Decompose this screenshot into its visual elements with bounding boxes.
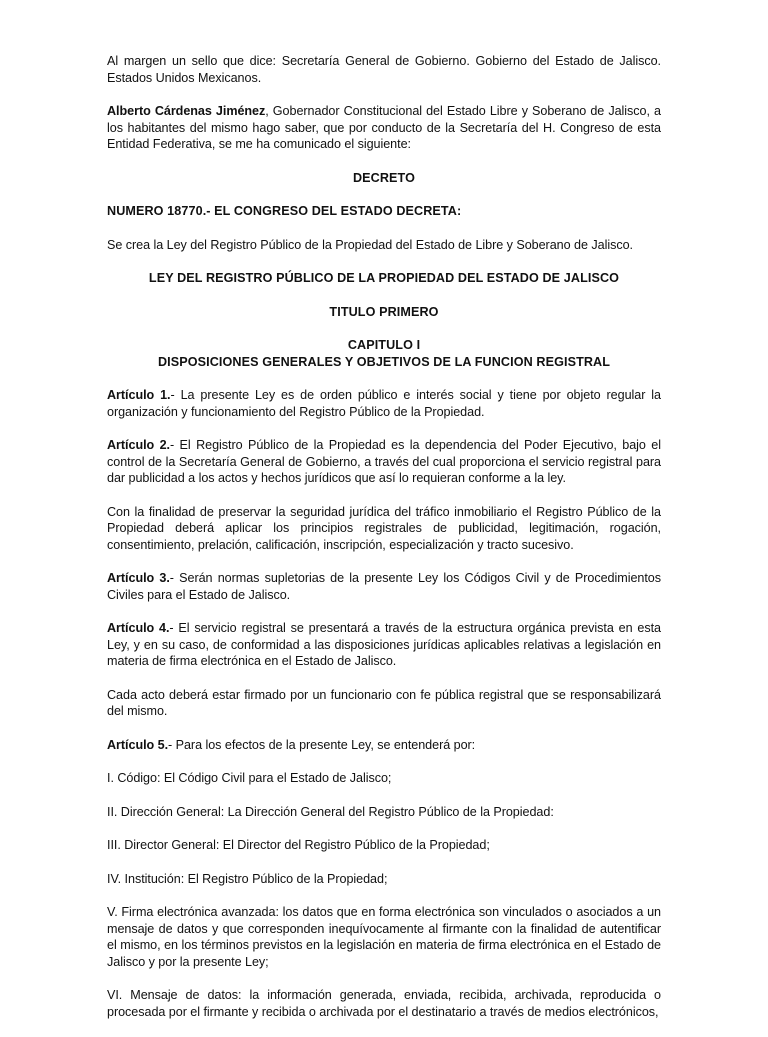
definition-item: IV. Institución: El Registro Público de la Propiedad; [107, 871, 388, 886]
article-4-paragraph: Cada acto deberá estar firmado por un funcionario con fe pública registral que se responsabilizará del mismo. [107, 687, 661, 718]
seal-paragraph: Al margen un sello que dice: Secretaría General de Gobierno. Gobierno del Estado de Jalisco. Estados Unidos Mexicanos. [107, 54, 661, 85]
article-text: - El Registro Público de la Propiedad es la dependencia del Poder Ejecutivo, bajo el control de la Secretaría General de Gobierno, a través del cual proporciona el servicio registral para dar publicidad a los actos y hechos jurídicos que así lo requieran conforme a la ley. [107, 438, 661, 485]
article-3 [107, 570, 661, 603]
article-text: - El servicio registral se presentará a través de la estructura orgánica prevista en esta Ley, y en su caso, de conformidad a las disposiciones jurídicas aplicables relativas a legislación en materia de firma electrónica en el Estado de Jalisco. [107, 621, 661, 668]
definition-item: I. Código: El Código Civil para el Estado de Jalisco; [107, 771, 392, 785]
article-label: Artículo 3. [107, 571, 170, 585]
article-label: Artículo 5. [107, 737, 169, 752]
article-4 [107, 620, 661, 670]
capitulo-name: DISPOSICIONES GENERALES Y OBJETIVOS DE LA FUNCION REGISTRAL [157, 354, 611, 369]
article-2 [107, 437, 661, 487]
definition-item: II. Dirección General: La Dirección General del Registro Público de la Propiedad: [107, 804, 554, 819]
article-text: - Para los efectos de la presente Ley, se entenderá por: [168, 737, 476, 752]
definition-item: VI. Mensaje de datos: la información generada, enviada, recibida, archivada, reproducida o procesada por el firmante y recibida o archivada por el destinatario a través de medios electrónicos, [107, 988, 661, 1019]
capitulo-heading [107, 337, 661, 370]
law-title: LEY DEL REGISTRO PÚBLICO DE LA PROPIEDAD DEL ESTADO DE JALISCO [148, 271, 620, 285]
article-5 [107, 737, 661, 754]
article-text: - Serán normas supletorias de la presente Ley los Códigos Civil y de Procedimientos Civiles para el Estado de Jalisco. [107, 571, 661, 602]
governor-text: , Gobernador Constitucional del Estado Libre y Soberano de Jalisco, a los habitantes del mismo hago saber, que por conducto de la Secretaría del H. Congreso de esta Entidad Federativa, se me ha comunicado el siguiente: [107, 104, 661, 151]
decree-creation: Se crea la Ley del Registro Público de la Propiedad del Estado de Libre y Soberano de Jalisco. [107, 237, 633, 252]
article-2-paragraph: Con la finalidad de preservar la seguridad jurídica del tráfico inmobiliario el Registro Público de la Propiedad deberá aplicar los principios registrales de publicidad, legitimación, rogación, consentimiento, prelación, calificación, inscripción, especialización y tracto sucesivo. [107, 504, 661, 552]
governor-name: Alberto Cárdenas Jiménez [107, 104, 266, 118]
article-1 [107, 387, 661, 420]
article-label: Artículo 2. [107, 438, 170, 452]
definition-item: III. Director General: El Director del Registro Público de la Propiedad; [107, 838, 490, 852]
capitulo-label: CAPITULO I [347, 338, 421, 352]
titulo-heading: TITULO PRIMERO [329, 304, 439, 319]
decree-heading: DECRETO [352, 170, 416, 185]
article-label: Artículo 4. [107, 621, 170, 635]
definition-item: V. Firma electrónica avanzada: los datos que en forma electrónica son vinculados o asociados a un mensaje de datos y que corresponden inequívocamente al firmante con la finalidad de autentificar el mismo, en los términos previstos en la legislación en materia de firma electrónica en el Estado de Jalisco y por la presente Ley; [107, 905, 661, 969]
decree-number: NUMERO 18770.- EL CONGRESO DEL ESTADO DECRETA: [107, 204, 462, 218]
document-page [107, 53, 661, 1037]
governor-paragraph [107, 103, 661, 153]
article-label: Artículo 1. [107, 388, 171, 402]
article-text: - La presente Ley es de orden público e interés social y tiene por objeto regular la organización y funcionamiento del Registro Público de la Propiedad. [107, 388, 662, 419]
